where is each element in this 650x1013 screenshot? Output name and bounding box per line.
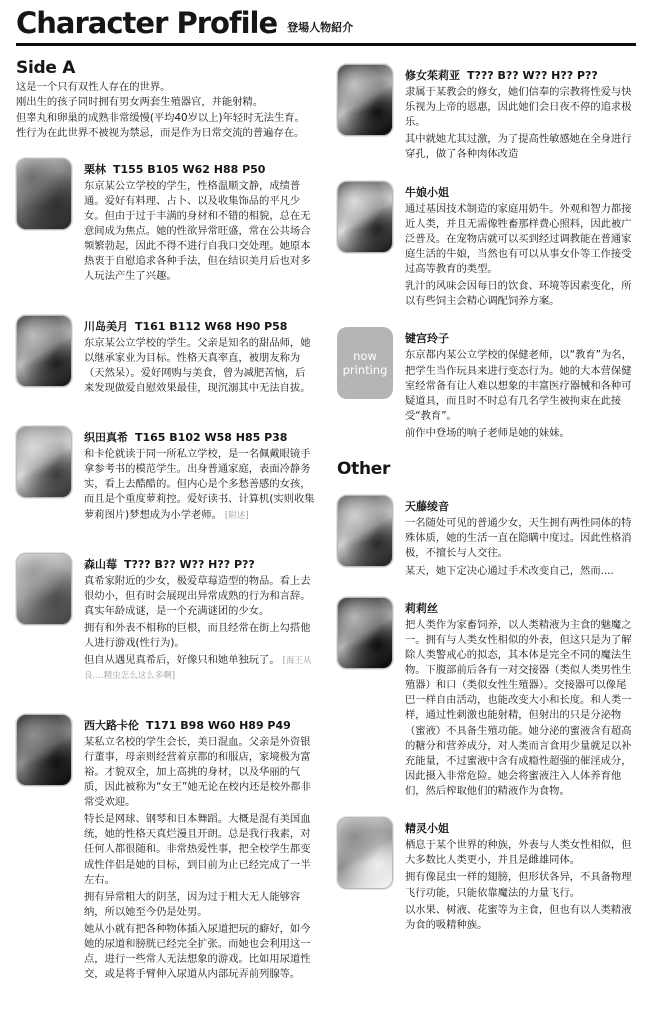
description-paragraph: 以水果、树液、花蜜等为主食，但也有以人类精液为食的吸精种族。 bbox=[405, 903, 632, 931]
description-paragraph: 某天，她下定决心通过手术改变自己，然而.... bbox=[405, 564, 614, 577]
character-portrait bbox=[337, 495, 393, 567]
intro-line: 性行为在此世界不被视为禁忌，而是作为日常交流的普遍存在。 bbox=[16, 127, 305, 140]
character-entry bbox=[16, 426, 315, 523]
character-text bbox=[405, 327, 636, 441]
now-printing-placeholder bbox=[337, 327, 393, 399]
character-entry bbox=[337, 495, 636, 579]
character-name-line bbox=[84, 714, 315, 733]
character-description bbox=[405, 348, 636, 441]
description-paragraph: 东京都内某公立学校的保健老师，以“教育”为名，把学生当作玩具来进行变态行为。她的大本营保健室经常备有让人难以想象的丰富医疗器械和各种可疑道具，而且时不时总有几名学生被拘束在此接受“教育”。 bbox=[405, 349, 632, 422]
description-paragraph: 一名随处可见的普通少女，天生拥有两性同体的特殊体质，她的生活一直在隐瞒中度过。因此性格消极，不擅长与人交往。 bbox=[405, 517, 632, 560]
character-name-line bbox=[84, 553, 315, 572]
character-name: 栗林 bbox=[84, 162, 106, 176]
margin-note: [海王从良….精虫怎么这么多啊] bbox=[84, 656, 312, 682]
character-description bbox=[405, 85, 636, 163]
placeholder-label-line: now bbox=[353, 349, 377, 364]
description-paragraph: 某私立名校的学生会长，美日混血。父亲是外资银行董事，母亲则经营着京都的和服店，家境极为富裕。才貌双全，加上高挑的身材，以及华丽的气质，因此被称为“女王”她无论在校内还是校外都非常受欢迎。 bbox=[84, 735, 311, 809]
character-name-line bbox=[405, 495, 636, 514]
description-paragraph: 真希家附近的少女，极爱草莓造型的物品。看上去很幼小，但有时会展现出异常成熟的行为和言辞。真实年龄成谜，是一个充满谜团的少女。 bbox=[84, 574, 311, 617]
page-subtitle: 登場人物紹介 bbox=[287, 20, 354, 34]
character-name: 森山莓 bbox=[84, 557, 117, 571]
character-entry bbox=[16, 553, 315, 684]
character-text bbox=[405, 64, 636, 163]
description-paragraph: 特长是网球、钢琴和日本舞蹈。大概是混有美国血统，她的性格天真烂漫且开朗。总是我行我素，对任何人都很随和。非常热爱性事，把全校学生都变成性伴侣是她的目标，到目前为止已经完成了一半左右。 bbox=[84, 813, 311, 886]
character-name-line bbox=[405, 597, 636, 616]
description-paragraph: 东京某公立学校的学生，性格温顺文静，成绩普通。爱好有料理、占卜、以及收集饰品的平凡少女。但由于过于丰满的身材和不错的相貌，总在无意间成为焦点。她的性欲异常旺盛，常在公共场合频繁勃起，因此不得不进行自我口交处理。她原本热衷于自慰追求各种手法，但在结识美月后也对多人玩法产生了兴趣。 bbox=[84, 179, 311, 283]
description-paragraph: 拥有像昆虫一样的翅膀，但形状各异，不具备物理飞行功能，只能依靠魔法的力量飞行。 bbox=[405, 871, 632, 899]
character-name-line bbox=[405, 817, 636, 836]
character-entry bbox=[337, 597, 636, 800]
two-column-layout bbox=[16, 48, 636, 1013]
column-right bbox=[337, 48, 636, 1013]
character-description bbox=[84, 336, 315, 397]
character-text bbox=[405, 495, 636, 579]
character-text bbox=[405, 817, 636, 933]
character-name: 天藤绫音 bbox=[405, 500, 449, 514]
description-paragraph: 其中就她尤其过激，为了提高性敏感她在全身进行穿孔，做了各种肉体改造 bbox=[405, 133, 632, 161]
character-entry bbox=[337, 64, 636, 163]
intro-line: 刚出生的孩子同时拥有男女两套生殖器官，并能射精。 bbox=[16, 96, 264, 109]
placeholder-label-line: printing bbox=[342, 363, 388, 378]
character-name-line bbox=[84, 426, 315, 445]
description-paragraph: 但自从遇见真希后，好像只和她单独玩了。 [海王从良….精虫怎么这么多啊] bbox=[84, 654, 312, 682]
character-text bbox=[405, 181, 636, 310]
character-name: 川岛美月 bbox=[84, 319, 128, 333]
character-name: 精灵小姐 bbox=[405, 822, 449, 836]
character-portrait bbox=[337, 817, 393, 889]
character-description bbox=[84, 179, 315, 285]
description-paragraph: 隶属于某教会的修女，她们信奉的宗教将性爱与快乐视为上帝的恩惠，因此她们会日夜不停的追求极乐。 bbox=[405, 85, 632, 129]
page-header bbox=[16, 8, 636, 40]
character-portrait bbox=[337, 181, 393, 253]
character-portrait bbox=[16, 714, 72, 786]
character-name: 织田真希 bbox=[84, 431, 128, 445]
character-name: 键宫玲子 bbox=[405, 332, 449, 346]
description-paragraph: 拥有和外表不相称的巨根，而且经常在街上勾搭他人进行游戏(性行为)。 bbox=[84, 622, 311, 650]
description-paragraph: 和卡伦就读于同一所私立学校，是一名佩戴眼镜手拿参考书的模范学生。出身普通家庭，表面冷静务实，看上去酷酷的。但内心是个多愁善感的女孩，而且是个重度萝莉控。爱好读书、计算机(实则收集萝莉图片)梦想成为小学老师。 [附述] bbox=[84, 448, 315, 521]
section-intro bbox=[16, 80, 315, 142]
description-paragraph: 栖息于某个世界的种族，外表与人类女性相似，但大多数比人类更小，并且是雌雄同体。 bbox=[405, 839, 632, 867]
character-stats: T165 B102 W58 H85 P38 bbox=[135, 431, 288, 445]
character-name-line bbox=[405, 64, 636, 83]
character-text bbox=[84, 315, 315, 397]
description-paragraph: 通过基因技术制造的家庭用奶牛。外观和智力都接近人类，并且无需像牲畜那样费心照料，因此被广泛普及。在宠物店就可以买到经过调教能在普通家庭生活的牛娘，当然也有可以从事女仆等工作接受过高等教育的类型。 bbox=[405, 202, 632, 276]
description-paragraph: 她从小就有把各种物体插入尿道把玩的癖好，如今她的尿道和膀胱已经完全扩张。而她也会利用这一点，进行一些常人无法想象的游戏。比如用尿道性交，或是将手臂伸入尿道从内部玩弄前列腺等。 bbox=[84, 923, 311, 981]
character-entry bbox=[16, 315, 315, 397]
character-entry bbox=[16, 158, 315, 285]
character-portrait bbox=[16, 426, 72, 498]
column-left bbox=[16, 48, 315, 1013]
character-portrait bbox=[16, 158, 72, 230]
character-name-line bbox=[84, 315, 315, 334]
character-description bbox=[405, 618, 636, 800]
character-entry bbox=[337, 817, 636, 933]
intro-line: 但睾丸和卵巢的成熟非常缓慢(平均40岁以上)年轻时无法生育。 bbox=[16, 111, 305, 124]
description-paragraph: 拥有异常粗大的阴茎，因为过于粗大无人能够容纳，所以她至今仍是处男。 bbox=[84, 890, 301, 918]
character-stats: T171 B98 W60 H89 P49 bbox=[146, 718, 291, 732]
character-text bbox=[405, 597, 636, 800]
character-text bbox=[84, 714, 315, 983]
character-name-line bbox=[405, 327, 636, 346]
description-paragraph: 前作中登场的响子老师是她的妹妹。 bbox=[405, 427, 570, 440]
header-divider bbox=[16, 43, 636, 46]
character-name-line bbox=[405, 181, 636, 200]
character-stats: T155 B105 W62 H88 P50 bbox=[113, 162, 266, 176]
character-name: 西大路卡伦 bbox=[84, 718, 139, 732]
character-stats: T161 B112 W68 H90 P58 bbox=[135, 319, 288, 333]
character-portrait bbox=[337, 64, 393, 136]
character-description bbox=[405, 516, 636, 579]
character-stats: T??? B?? W?? H?? P?? bbox=[467, 68, 598, 82]
character-text bbox=[84, 426, 315, 523]
character-description bbox=[405, 838, 636, 933]
character-portrait bbox=[16, 553, 72, 625]
character-description bbox=[84, 574, 315, 684]
character-description bbox=[84, 447, 315, 523]
section-heading: Side A bbox=[16, 57, 76, 78]
character-description bbox=[84, 735, 315, 983]
character-entry bbox=[16, 714, 315, 983]
character-name: 莉莉丝 bbox=[405, 601, 438, 615]
intro-line: 这是一个只有双性人存在的世界。 bbox=[16, 80, 171, 93]
description-paragraph: 乳汁的风味会因每日的饮食、环境等因素变化，所以有些饲主会精心调配饲养方案。 bbox=[405, 280, 632, 308]
page-title: Character Profile bbox=[16, 6, 278, 40]
section-heading: Other bbox=[337, 459, 391, 480]
character-name: 修女茱莉亚 bbox=[405, 68, 460, 82]
character-entry bbox=[337, 327, 636, 441]
character-entry bbox=[337, 181, 636, 310]
character-name-line bbox=[84, 158, 315, 177]
description-paragraph: 把人类作为家畜饲养，以人类精液为主食的魅魔之一。拥有与人类女性相似的外表，但这只是为了解除人类警戒心的拟态，其本体是完全不同的魔法生物。下腹部前后各有一对交接器（类似人类男性生殖器）和口（类似女性生殖器）。交接器可以像尾巴一样自由活动，也能改变大小和长度。和人类一样，通过性刺激也能射精，但射出的只是分泌物（蜜液）不具备生殖功能。她分泌的蜜液含有超高的糖分和营养成分，对人类而言食用少量就足以补充能量，不过蜜液中含有成瘾性超强的催淫成分，因此摄入非常危险。她会将蜜液注入人体养育他们，然后榨取他们的精液作为食物。 bbox=[405, 618, 632, 798]
margin-note: [附述] bbox=[224, 510, 249, 521]
character-text bbox=[84, 158, 315, 285]
character-portrait bbox=[16, 315, 72, 387]
character-name: 牛娘小姐 bbox=[405, 185, 449, 199]
character-text bbox=[84, 553, 315, 684]
character-description bbox=[405, 202, 636, 310]
character-stats: T??? B?? W?? H?? P?? bbox=[124, 557, 255, 571]
character-portrait bbox=[337, 597, 393, 669]
description-paragraph: 东京某公立学校的学生。父亲是知名的甜品师，她以继承家业为目标。性格天真率直，被朋友称为（天然呆）。爱好网购与美食，曾为减肥苦恼，后来发现做爱自慰效果最佳，现沉溺其中无法自拔。 bbox=[84, 336, 311, 394]
